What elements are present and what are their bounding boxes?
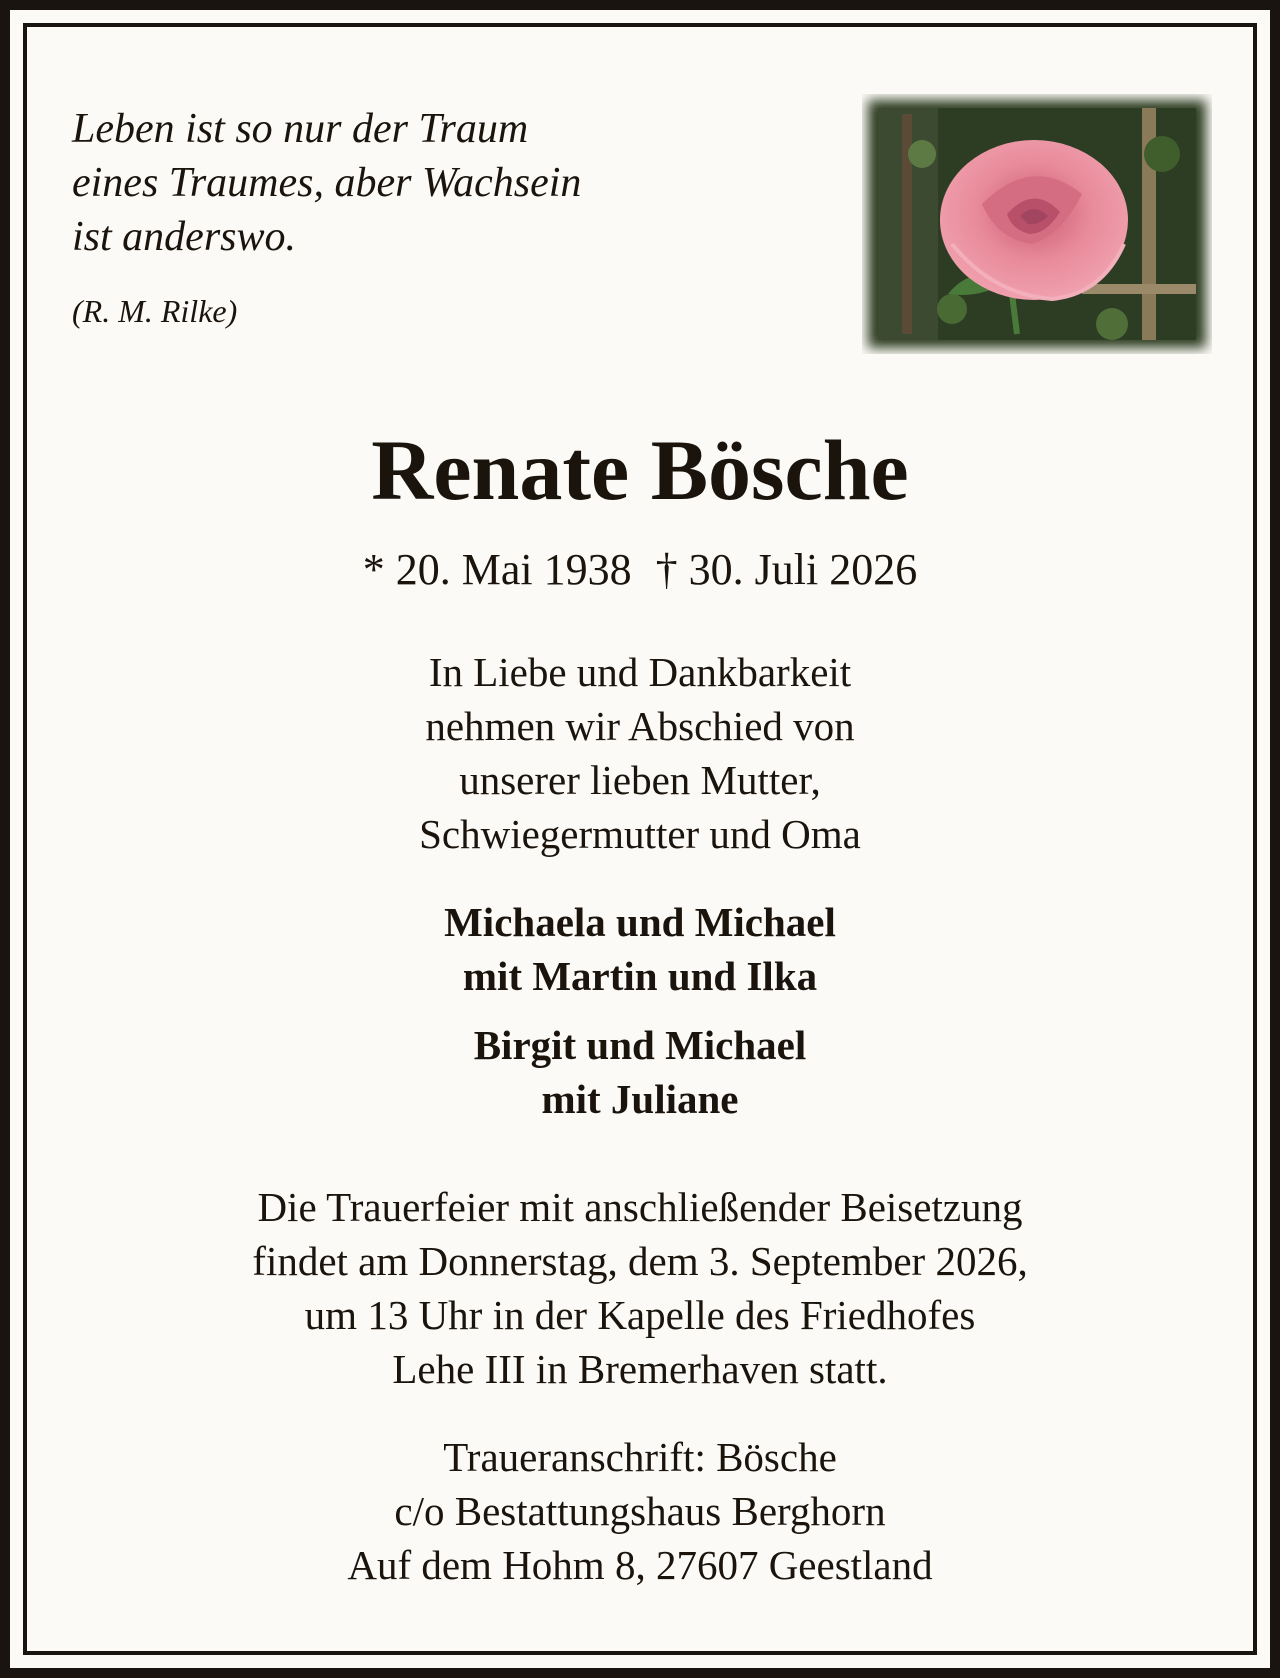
intro-line: Schwiegermutter und Oma [419, 811, 861, 857]
mourner-group [10, 1018, 1270, 1126]
ceremony-line: um 13 Uhr in der Kapelle des Friedhofes [304, 1292, 976, 1338]
quote-line: Leben ist so nur der Traum [72, 106, 529, 152]
mourner-line: Michaela und Michael [444, 899, 836, 945]
quote-line: ist anderswo. [72, 214, 297, 260]
ceremony-text [10, 1180, 1270, 1396]
address-line: Traueranschrift: Bösche [443, 1434, 837, 1480]
deceased-name: Renate Bösche [371, 422, 909, 518]
intro-line: nehmen wir Abschied von [425, 703, 855, 749]
address-line: Auf dem Hohm 8, 27607 Geestland [347, 1542, 933, 1588]
mourner-line: Birgit und Michael [473, 1022, 807, 1068]
intro-text [10, 645, 1270, 861]
birth-date: * 20. Mai 1938 [362, 545, 632, 594]
quote-source: (R. M. Rilke) [72, 293, 238, 329]
mourning-address [10, 1430, 1270, 1592]
life-dates [10, 545, 1270, 595]
mourner-line: mit Juliane [541, 1076, 739, 1122]
ceremony-line: Lehe III in Bremerhaven statt. [392, 1346, 888, 1392]
intro-line: In Liebe und Dankbarkeit [428, 649, 852, 695]
address-line: c/o Bestattungshaus Berghorn [394, 1488, 886, 1534]
quote-line: eines Traumes, aber Wachsein [72, 160, 582, 206]
intro-line: unserer lieben Mutter, [459, 757, 821, 803]
ceremony-line: findet am Donnerstag, dem 3. September 2026, [252, 1238, 1028, 1284]
rose-photo [862, 94, 1212, 354]
obituary-card [10, 10, 1270, 1668]
quote [72, 102, 581, 264]
ceremony-line: Die Trauerfeier mit anschließender Beisetzung [257, 1184, 1023, 1230]
death-date: † 30. Juli 2026 [655, 545, 918, 594]
mourner-line: mit Martin und Ilka [462, 953, 818, 999]
mourner-group [10, 895, 1270, 1003]
